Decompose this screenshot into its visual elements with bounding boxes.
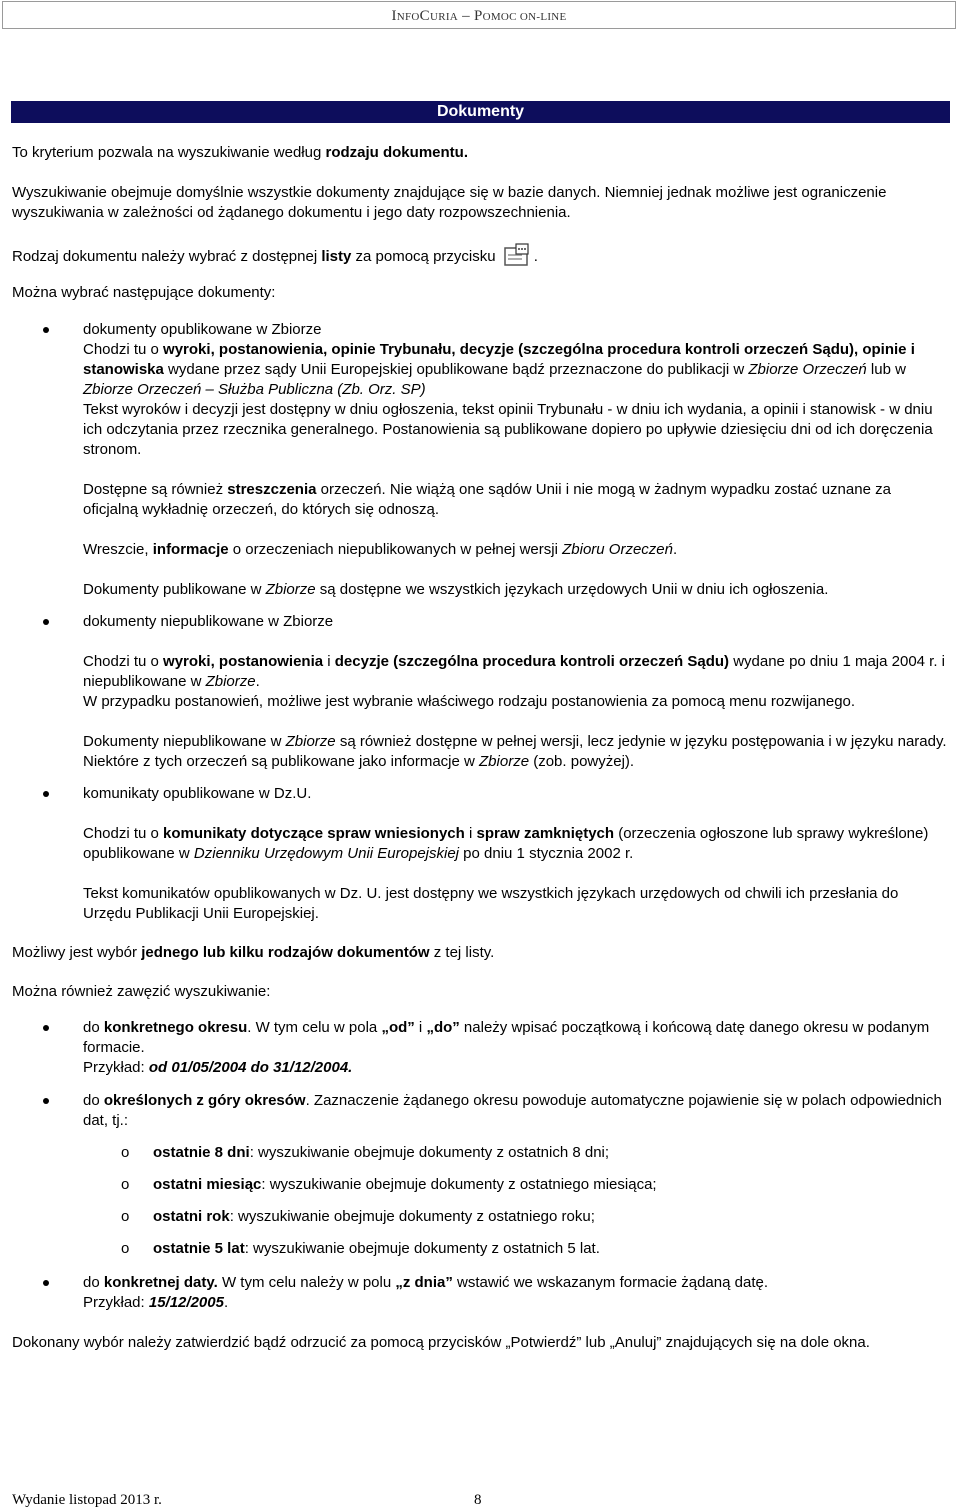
bullet-text: Tekst komunikatów opublikowanych w Dz. U. jest dostępny we wszystkich językach urzędowych od chwili ich przesłania do Urzędu Publikacji Unii Europejskiej. [83,885,899,922]
bullet-text: W przypadku postanowień, możliwe jest wybranie właściwego rodzaju postanowienia za pomocą menu rozwijanego. [83,693,856,710]
bullet-text: Wreszcie, informacje o orzeczeniach niepublikowanych w pełnej wersji Zbioru Orzeczeń. [83,541,678,558]
confirm-paragraph: Dokonany wybór należy zatwierdzić bądź odrzucić za pomocą przycisków „Potwierdź” lub „Anuluj” znajdujących się na dole okna. [12,1334,870,1351]
header-text: URIA [429,11,459,23]
header-text: LINE [540,11,567,23]
document-body [12,143,947,1353]
header-text: – P [458,8,483,24]
header-text: C [419,8,430,24]
selection-paragraph: Możliwy jest wybór jednego lub kilku rodzajów dokumentów z tej listy. [12,944,495,961]
bullet-text: Dokumenty niepublikowane w Zbiorze są również dostępne w pełnej wersji, lecz jedynie w języku postępowania i w języku narady. Niektóre z tych orzeczeń są publikowane jako informacje w Zbiorze (zob. powyżej). [83,733,947,770]
sub-item-month: o ostatni miesiąc: wyszukiwanie obejmuje dokumenty z ostatniego miesiąca; [12,1175,947,1195]
sub-item-8-days: o ostatnie 8 dni: wyszukiwanie obejmuje dokumenty z ostatnich 8 dni; [12,1143,947,1163]
bullet-text: Chodzi tu o wyroki, postanowienia, opinie Trybunału, decyzje (szczególna procedura kontroli orzeczeń Sądu), opinie i stanowiska wydane przez sądy Unii Europejskiej opublikowane bądź przeznaczone do publikacji w Zbiorze Orzeczeń lub w Zbiorze Orzeczeń – Służba Publiczna (Zb. Orz. SP) [83,341,915,398]
footer-page-number: 8 [474,1492,482,1508]
list-item-specific-date [12,1273,947,1313]
bullet-text: do konkretnego okresu. W tym celu w pola „od” i „do” należy wpisać początkową i końcową datę danego okresu w podanym formacie. [83,1019,930,1056]
header-text: - [536,11,541,23]
list-picker-icon [504,243,530,267]
bullet-text: Przykład: od 01/05/2004 do 31/12/2004. [83,1059,353,1076]
bullet-heading: komunikaty opublikowane w Dz.U. [83,785,312,802]
bullet-text: Chodzi tu o wyroki, postanowienia i decyzje (szczególna procedura kontroli orzeczeń Sądu) wydane po dniu 1 maja 2004 r. i niepublikowane w Zbiorze. [83,653,946,690]
list-item-unpublished [12,612,947,772]
bullet-text: Dokumenty publikowane w Zbiorze są dostępne we wszystkich językach urzędowych Unii w dniu ich ogłoszenia. [83,581,829,598]
list-button-paragraph: Rodzaj dokumentu należy wybrać z dostępnej listy za pomocą przycisku . [12,243,947,267]
scope-paragraph: Wyszukiwanie obejmuje domyślnie wszystkie dokumenty znajdujące się w bazie danych. Niemniej jednak możliwe jest ograniczenie wyszukiwania w zależności od żądanego dokumentu i jego daty rozpowszechnienia. [12,184,887,221]
header-text: I [391,8,397,24]
bullet-text: Chodzi tu o komunikaty dotyczące spraw wniesionych i spraw zamkniętych (orzeczenia ogłoszone lub sprawy wykreślone) opublikowane w Dzienniku Urzędowym Unii Europejskiej po dniu 1 stycznia 2002 r. [83,825,929,862]
list-item-predefined-periods [12,1091,947,1131]
bullet-text: do konkretnej daty. W tym celu należy w polu „z dnia” wstawić we wskazanym formacie żądaną datę. [83,1274,768,1291]
section-title: Dokumenty [11,101,950,123]
sub-item-5-years: o ostatnie 5 lat: wyszukiwanie obejmuje dokumenty z ostatnich 5 lat. [12,1239,947,1259]
choices-intro: Można wybrać następujące dokumenty: [12,284,276,301]
page-header [2,1,956,29]
narrow-intro: Można również zawęzić wyszukiwanie: [12,983,271,1000]
intro-paragraph: To kryterium pozwala na wyszukiwanie według rodzaju dokumentu. [12,144,468,161]
bullet-text: Dostępne są również streszczenia orzeczeń. Nie wiążą one sądów Unii i nie mogą w żadnym wypadku zostać uznane za oficjalną wykładnię orzeczeń, do których się odnoszą. [83,481,891,518]
list-item-period [12,1018,947,1078]
list-item-communications [12,784,947,924]
header-text: OMOC ON [482,11,537,23]
bullet-text: Przykład: 15/12/2005. [83,1294,229,1311]
header-text: NFO [396,11,420,23]
footer-edition: Wydanie listopad 2013 r. [12,1492,162,1508]
bullet-heading: dokumenty niepublikowane w Zbiorze [83,613,334,630]
bullet-text: Tekst wyroków i decyzji jest dostępny w dniu ogłoszenia, tekst opinii Trybunału - w dniu ich wydania, a opinii i stanowisk - w dniu ich odczytania przez rzecznika generalnego. Postanowienia są publikowane dopiero po upływie dziesięciu dni od ich doręczenia stronom. [83,401,933,458]
bullet-heading: dokumenty opublikowane w Zbiorze [83,321,322,338]
sub-item-year: o ostatni rok: wyszukiwanie obejmuje dokumenty z ostatniego roku; [12,1207,947,1227]
bullet-text: do określonych z góry okresów. Zaznaczenie żądanego okresu powoduje automatyczne pojawienie się w polach odpowiednich dat, tj.: [83,1092,942,1129]
list-item-published [12,320,947,600]
